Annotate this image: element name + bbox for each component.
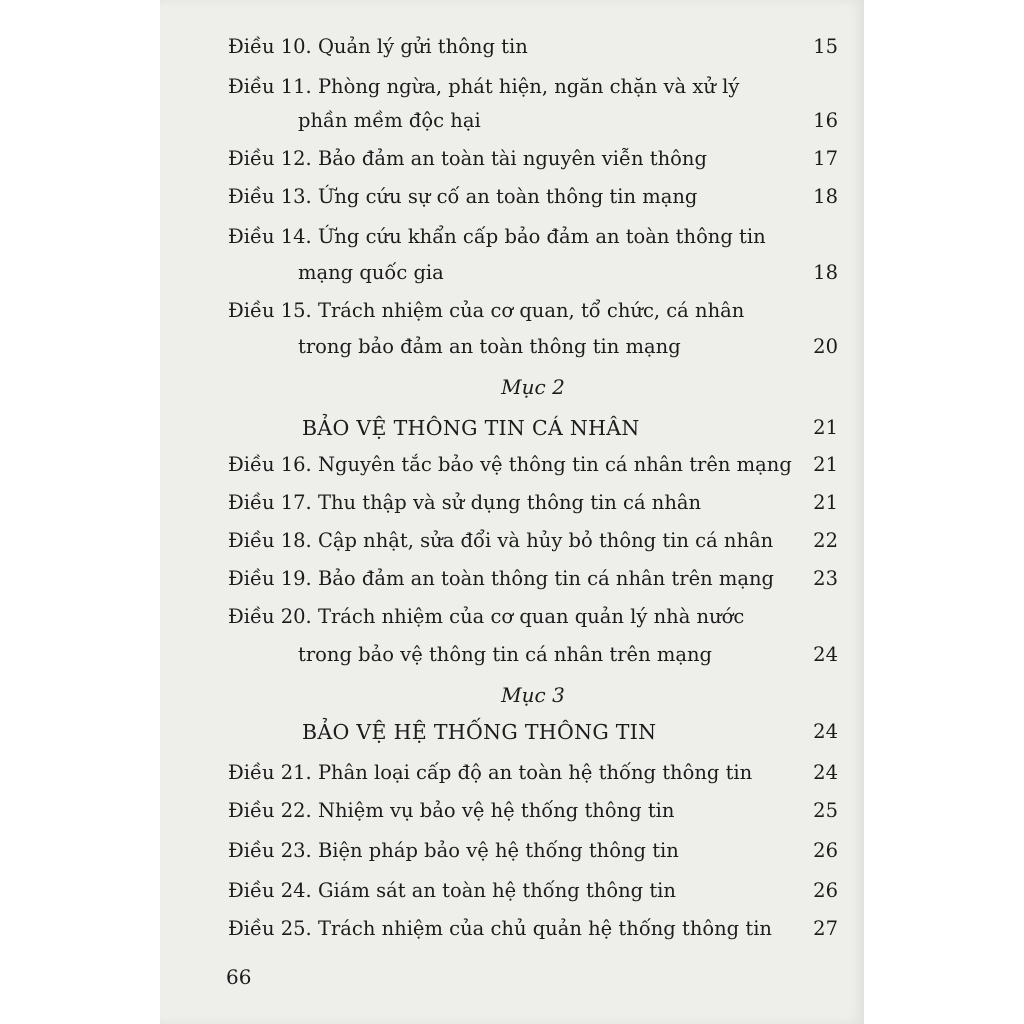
toc-entry-continuation xyxy=(228,260,838,286)
entry-page: 18 xyxy=(813,185,838,208)
entry-page: 21 xyxy=(813,453,838,476)
toc-entry-continuation xyxy=(228,334,838,360)
toc-entry xyxy=(228,452,838,478)
toc-entry xyxy=(228,146,838,172)
entry-text: Điều 14. Ứng cứu khẩn cấp bảo đảm an toàn thông tin xyxy=(228,225,766,248)
entry-text: Điều 19. Bảo đảm an toàn thông tin cá nhân trên mạng xyxy=(228,567,775,590)
toc-entry xyxy=(228,916,838,942)
entry-page: 25 xyxy=(813,799,838,822)
toc-entry xyxy=(228,34,838,60)
toc-entry-continuation xyxy=(228,642,838,668)
entry-text: Điều 11. Phòng ngừa, phát hiện, ngăn chặn và xử lý xyxy=(228,75,740,98)
toc-entry xyxy=(228,528,838,554)
entry-text: Điều 23. Biện pháp bảo vệ hệ thống thông tin xyxy=(228,839,679,862)
entry-text: Điều 12. Bảo đảm an toàn tài nguyên viễn thông xyxy=(228,147,707,170)
toc-entry xyxy=(228,184,838,210)
entry-text: Điều 20. Trách nhiệm của cơ quan quản lý nhà nước xyxy=(228,605,745,628)
toc-entry-continuation xyxy=(228,108,838,134)
entry-page: 18 xyxy=(813,261,838,284)
entry-text: Điều 18. Cập nhật, sửa đổi và hủy bỏ thông tin cá nhân xyxy=(228,529,774,552)
entry-page: 15 xyxy=(813,35,838,58)
entry-page: 27 xyxy=(813,917,838,940)
section-title xyxy=(228,718,838,746)
entry-text: Điều 17. Thu thập và sử dụng thông tin cá nhân xyxy=(228,491,702,514)
entry-text: trong bảo vệ thông tin cá nhân trên mạng xyxy=(298,643,713,666)
entry-page: 21 xyxy=(813,491,838,514)
entry-page: 22 xyxy=(813,529,838,552)
section-title-text: BẢO VỆ HỆ THỐNG THÔNG TIN xyxy=(302,720,657,744)
entry-text: Điều 25. Trách nhiệm của chủ quản hệ thống thông tin xyxy=(228,917,772,940)
page-number: 66 xyxy=(226,965,252,989)
entry-page: 23 xyxy=(813,567,838,590)
entry-page: 26 xyxy=(813,839,838,862)
section-page: 24 xyxy=(813,720,838,743)
entry-text: mạng quốc gia xyxy=(298,261,444,284)
toc-entry xyxy=(228,798,838,824)
toc-entry xyxy=(228,74,838,100)
section-title-text: BẢO VỆ THÔNG TIN CÁ NHÂN xyxy=(302,416,640,440)
entry-text: Điều 10. Quản lý gửi thông tin xyxy=(228,35,528,58)
entry-page: 20 xyxy=(813,335,838,358)
toc-entry xyxy=(228,604,838,630)
toc-entry xyxy=(228,224,838,250)
entry-text: Điều 21. Phân loại cấp độ an toàn hệ thống thông tin xyxy=(228,761,753,784)
entry-text: Điều 16. Nguyên tắc bảo vệ thông tin cá nhân trên mạng xyxy=(228,453,792,476)
entry-text: trong bảo đảm an toàn thông tin mạng xyxy=(298,335,681,358)
entry-text: Điều 22. Nhiệm vụ bảo vệ hệ thống thông tin xyxy=(228,799,675,822)
section-label: Mục 3 xyxy=(501,683,565,707)
entry-page: 16 xyxy=(813,109,838,132)
toc-entry xyxy=(228,760,838,786)
entry-text: Điều 24. Giám sát an toàn hệ thống thông tin xyxy=(228,879,676,902)
entry-page: 17 xyxy=(813,147,838,170)
entry-page: 24 xyxy=(813,761,838,784)
toc-entry xyxy=(228,490,838,516)
toc-entry xyxy=(228,298,838,324)
toc-entry xyxy=(228,566,838,592)
entry-page: 24 xyxy=(813,643,838,666)
entry-text: Điều 13. Ứng cứu sự cố an toàn thông tin mạng xyxy=(228,185,698,208)
section-title xyxy=(228,414,838,442)
entry-text: phần mềm độc hại xyxy=(298,109,481,132)
entry-page: 26 xyxy=(813,879,838,902)
entry-text: Điều 15. Trách nhiệm của cơ quan, tổ chức, cá nhân xyxy=(228,299,745,322)
toc-entry xyxy=(228,878,838,904)
section-label: Mục 2 xyxy=(501,375,565,399)
toc-entry xyxy=(228,838,838,864)
section-page: 21 xyxy=(813,416,838,439)
